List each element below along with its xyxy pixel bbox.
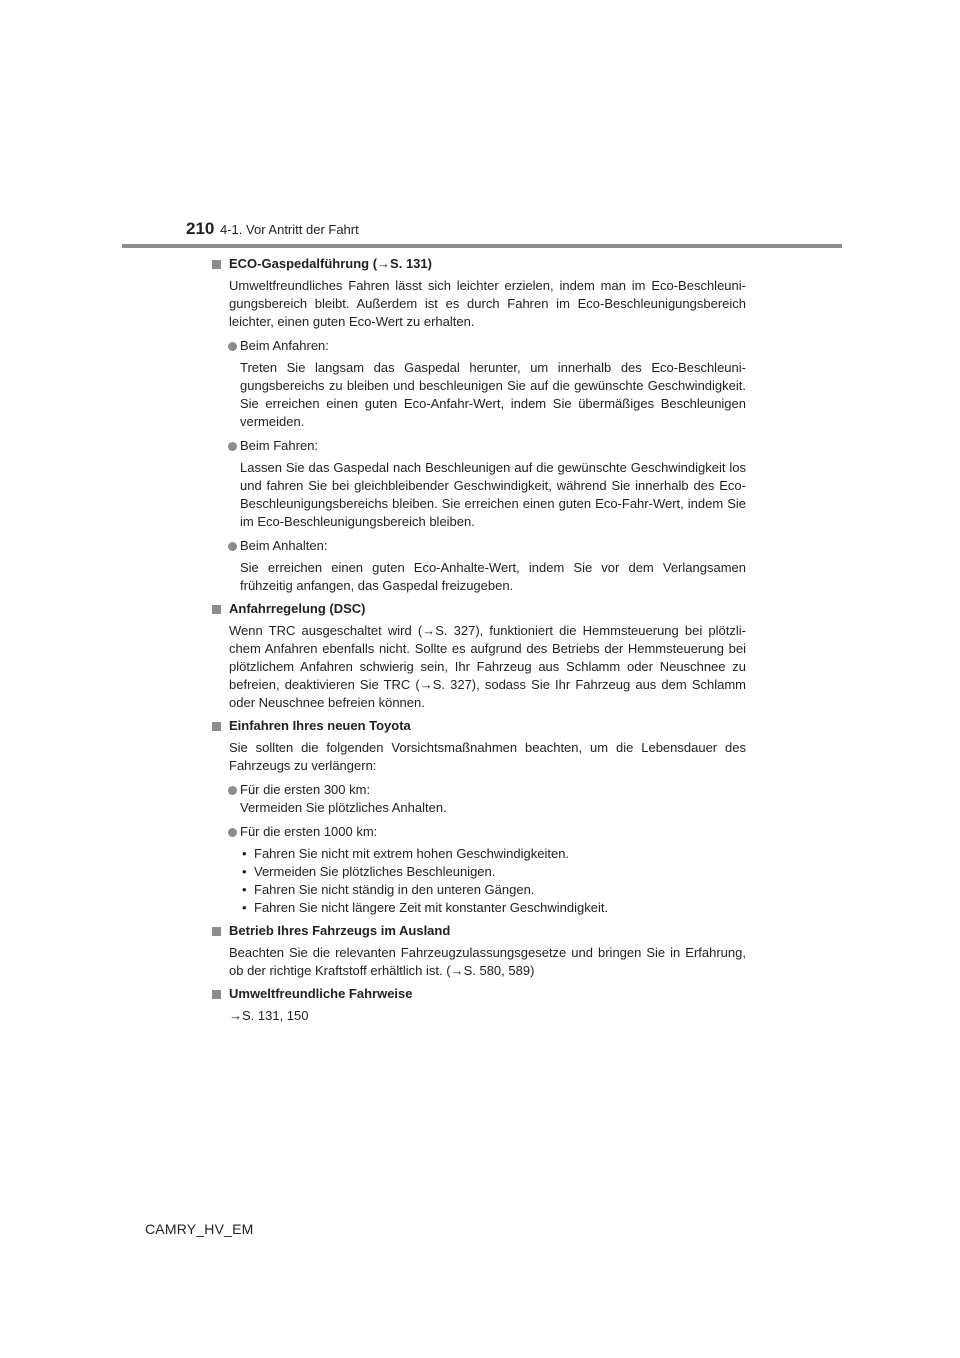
- header-rule: [122, 244, 842, 248]
- bullet-item: • Fahren Sie nicht mit extrem hohen Geschwindigkeiten.: [240, 845, 746, 863]
- square-bullet-icon: [212, 260, 221, 269]
- item-label: Für die ersten 1000 km:: [240, 824, 378, 839]
- item-text: Lassen Sie das Gaspedal nach Beschleunigen auf die gewünschte Geschwindigkeit los und fahren Sie bei gleichbleibender Geschwindigkeit, während Sie innerhalb des Eco-Beschleunigungsbereichs bleiben. Sie erreichen einen guten Eco-Fahr-Wert, indem Sie im Eco-Beschleunigungsbereich bleiben.: [240, 460, 746, 529]
- section-paragraph: →S. 131, 150: [229, 1008, 309, 1023]
- section-break-in: [212, 717, 746, 917]
- document-code: CAMRY_HV_EM: [145, 1221, 254, 1237]
- section-title: Anfahrregelung (DSC): [229, 601, 366, 616]
- list-item: [229, 337, 746, 431]
- item-text: Sie erreichen einen guten Eco-Anhalte-Wert, indem Sie vor dem Verlangsamen frühzeitig anfangen, das Gaspedal freizugeben.: [240, 560, 746, 593]
- item-label: Für die ersten 300 km:: [240, 782, 371, 797]
- list-item: [229, 437, 746, 531]
- circle-bullet-icon: [228, 786, 237, 795]
- bullet-item: • Vermeiden Sie plötzliches Beschleunigen.: [240, 863, 746, 881]
- page-content: [212, 255, 746, 1025]
- bullet-item: • Fahren Sie nicht ständig in den unteren Gängen.: [240, 881, 746, 899]
- list-item: [229, 823, 746, 917]
- item-text: Treten Sie langsam das Gaspedal herunter, um innerhalb des Eco-Beschleunigungsbereichs zu bleiben und beschleunigen Sie auf die gewünschte Geschwindigkeit. Sie erreichen einen guten Eco-Anfahr-Wert, indem Sie übermäßiges Beschleunigen vermeiden.: [240, 360, 746, 429]
- circle-bullet-icon: [228, 828, 237, 837]
- section-title: Betrieb Ihres Fahrzeugs im Ausland: [229, 923, 451, 938]
- section-paragraph: Wenn TRC ausgeschaltet wird (→S. 327), funktioniert die Hemmsteuerung bei plötzlichem Anfahren ebenfalls nicht. Sollte es aufgrund des Betriebs der Hemmsteuerung bei plötzlichem Anfahren schwierig sein, Ihr Fahrzeug aus Schlamm oder Neuschnee zu befreien, deaktivieren Sie TRC (→S. 327), sodass Sie Ihr Fahrzeug aus dem Schlamm oder Neuschnee befreien können.: [229, 623, 746, 710]
- item-label: Beim Fahren:: [240, 438, 319, 453]
- item-label: Beim Anfahren:: [240, 338, 329, 353]
- item-text: Vermeiden Sie plötzliches Anhalten.: [240, 800, 447, 815]
- square-bullet-icon: [212, 605, 221, 614]
- list-item: [229, 781, 746, 817]
- page-number: 210: [186, 219, 215, 238]
- item-label: Beim Anhalten:: [240, 538, 328, 553]
- square-bullet-icon: [212, 990, 221, 999]
- section-paragraph: Sie sollten die folgenden Vorsichtsmaßnahmen beachten, um die Lebensdauer des Fahrzeugs zu verlängern:: [229, 740, 746, 773]
- section-title: ECO-Gaspedalführung (→S. 131): [229, 256, 432, 271]
- square-bullet-icon: [212, 927, 221, 936]
- circle-bullet-icon: [228, 542, 237, 551]
- bullet-list: [240, 845, 746, 917]
- section-title: Umweltfreundliche Fahrweise: [229, 986, 413, 1001]
- section-paragraph: Beachten Sie die relevanten Fahrzeugzulassungsgesetze und bringen Sie in Erfahrung, ob der richtige Kraftstoff erhältlich ist. (→S. 580, 589): [229, 945, 746, 978]
- circle-bullet-icon: [228, 442, 237, 451]
- section-eco-driving: [212, 985, 746, 1025]
- circle-bullet-icon: [228, 342, 237, 351]
- section-title: Einfahren Ihres neuen Toyota: [229, 718, 411, 733]
- bullet-item: • Fahren Sie nicht längere Zeit mit konstanter Geschwindigkeit.: [240, 899, 746, 917]
- square-bullet-icon: [212, 722, 221, 731]
- section-eco-accelerator-guide: [212, 255, 746, 595]
- section-launch-control: [212, 600, 746, 712]
- section-paragraph: Umweltfreundliches Fahren lässt sich leichter erzielen, indem man im Eco-Beschleunigungsbereich bleibt. Außerdem ist es durch Fahren im Eco-Beschleunigungsbereich leichter, einen guten Eco-Wert zu erhalten.: [229, 278, 746, 329]
- section-abroad: [212, 922, 746, 980]
- list-item: [229, 537, 746, 595]
- chapter-title: 4-1. Vor Antritt der Fahrt: [220, 222, 359, 237]
